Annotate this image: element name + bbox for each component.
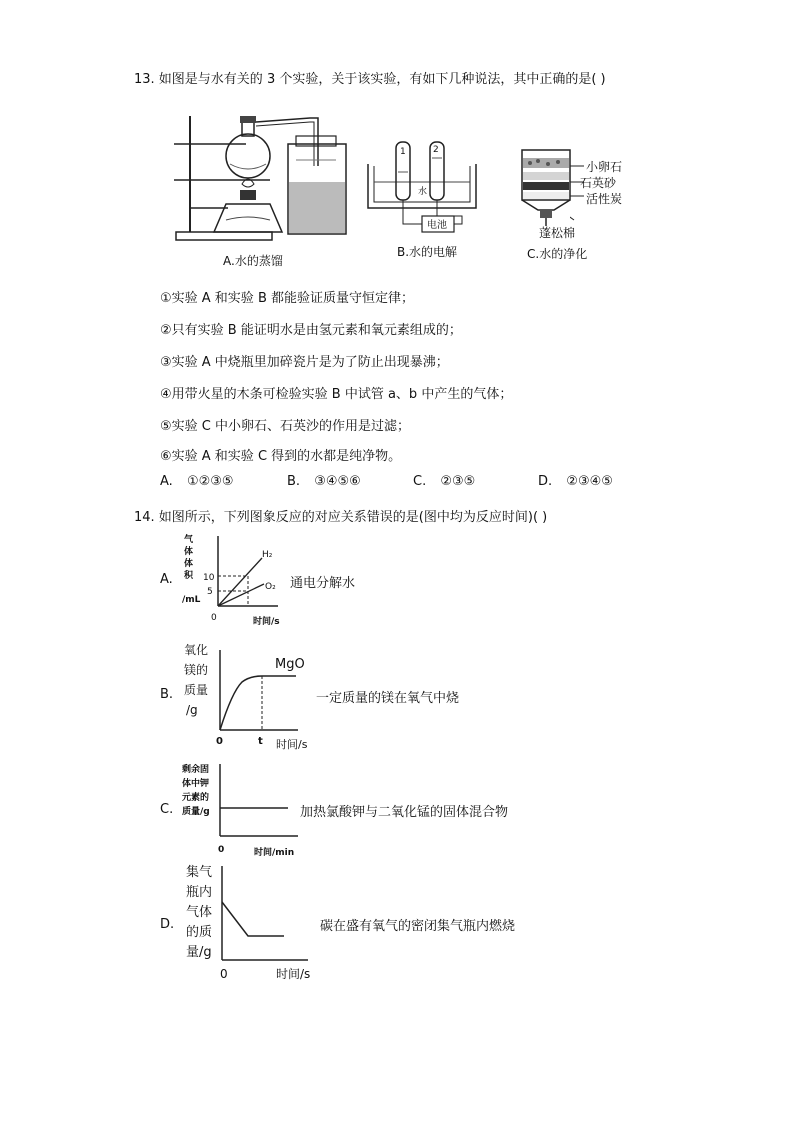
electrolysis-caption: B.水的电解 <box>397 245 458 259</box>
cotton-label: 蓬松棉 <box>539 226 576 240</box>
charcoal-label: 活性炭 <box>586 192 623 206</box>
graph-c-ylabel-2: 体中钾 <box>182 779 210 789</box>
option-a-text: ①②③⑤ <box>186 474 234 489</box>
statement-3: ③实验 A 中烧瓶里加碎瓷片是为了防止出现暴沸； <box>160 355 449 370</box>
graph-c-description: 加热氯酸钾与二氧化锰的固体混合物 <box>300 805 509 820</box>
graph-d-label[interactable]: D. <box>160 917 175 932</box>
graph-d-ylabel-3: 气体 <box>186 905 213 920</box>
q14-stem: 14. 如图所示，下列图象反应的对应关系错误的是(图中均为反应时间)( ) <box>134 510 548 525</box>
option-a[interactable] <box>160 474 234 489</box>
graph-a-ylabel-2: 体 <box>184 547 194 557</box>
purification-caption: C.水的净化 <box>527 247 588 261</box>
graph-d-origin: 0 <box>220 967 228 981</box>
graph-c-xlabel: 时间/min <box>254 848 295 858</box>
option-c-text: ②③⑤ <box>440 474 476 489</box>
electrolysis-figure <box>362 136 482 242</box>
option-d-text: ②③④⑤ <box>566 474 613 489</box>
statement-4: ④用带火星的木条可检验实验 B 中试管 a、b 中产生的气体； <box>160 387 513 402</box>
graph-d-ylabel-2: 瓶内 <box>186 885 213 900</box>
graph-a-h2-label: H₂ <box>262 550 273 560</box>
option-b-label: B. <box>287 474 301 489</box>
graph-a-ytick-10: 10 <box>203 573 215 583</box>
sand-label: 石英砂 <box>580 176 617 190</box>
charcoal-layer <box>523 182 569 190</box>
cotton-layer <box>523 192 569 199</box>
water-label: 水 <box>418 187 428 197</box>
pebble-label: 小卵石 <box>586 160 623 174</box>
graph-c-ylabel-3: 元素的 <box>182 793 210 803</box>
option-b[interactable] <box>287 474 361 489</box>
graph-b-origin: 0 <box>216 736 223 747</box>
graph-a-ylabel-1: 气 <box>184 535 194 545</box>
tube-2-label: 2 <box>433 145 439 155</box>
statement-2: ②只有实验 B 能证明水是由氢元素和氧元素组成的； <box>160 323 462 338</box>
graph-a-ylabel-3: 体 <box>184 559 194 569</box>
graph-a-o2-label: O₂ <box>265 582 276 592</box>
graph-d <box>184 860 334 984</box>
graph-b-ylabel-3: 质量 <box>184 683 209 697</box>
graph-a-ylabel-5: /mL <box>182 595 201 605</box>
tube-1-label: 1 <box>400 147 406 157</box>
graph-b-ylabel-4: /g <box>186 703 198 717</box>
graph-a-h2-line <box>218 558 262 606</box>
option-c-label: C. <box>413 474 427 489</box>
graph-d-ylabel-5: 量/g <box>186 945 212 960</box>
option-d-label: D. <box>538 474 553 489</box>
distillation-figure <box>170 108 360 248</box>
graph-d-ylabel-4: 的质 <box>186 925 213 940</box>
graph-c-origin: 0 <box>218 845 225 855</box>
graph-a-description: 通电分解水 <box>290 576 356 591</box>
graph-b-ylabel-2: 镁的 <box>184 663 209 677</box>
graph-a-o2-line <box>218 584 264 606</box>
graph-d-ylabel-1: 集气 <box>186 865 213 880</box>
graph-b-mgo-curve <box>220 676 296 730</box>
graph-b <box>180 640 320 754</box>
q13-stem: 13. 如图是与水有关的 3 个实验，关于该实验，有如下几种说法，其中正确的是( ) <box>134 72 606 87</box>
graph-a-origin: 0 <box>211 613 217 623</box>
graph-b-mgo-label: MgO <box>275 657 305 672</box>
graph-a <box>178 532 288 628</box>
distillation-caption: A.水的蒸馏 <box>223 254 283 268</box>
statement-5: ⑤实验 C 中小卵石、石英沙的作用是过滤； <box>160 419 410 434</box>
graph-c-ylabel-1: 剩余固 <box>182 765 210 775</box>
graph-b-xlabel: 时间/s <box>276 738 308 751</box>
option-c[interactable] <box>413 474 475 489</box>
graph-a-ylabel-4: 积 <box>184 571 194 581</box>
graph-c <box>178 758 308 862</box>
graph-b-xtick-t: t <box>258 736 263 747</box>
statement-6: ⑥实验 A 和实验 C 得到的水都是纯净物。 <box>160 449 402 464</box>
graph-d-gas-mass-line <box>222 902 284 936</box>
graph-c-ylabel-4: 质量/g <box>182 807 210 817</box>
graph-d-description: 碳在盛有氧气的密闭集气瓶内燃烧 <box>320 919 516 934</box>
statement-1: ①实验 A 和实验 B 都能验证质量守恒定律； <box>160 291 414 306</box>
graph-a-ytick-5: 5 <box>207 587 213 597</box>
graph-b-label[interactable]: B. <box>160 687 174 702</box>
graph-b-description: 一定质量的镁在氧气中烧 <box>316 691 460 706</box>
option-b-text: ③④⑤⑥ <box>314 474 361 489</box>
graph-b-ylabel-1: 氧化 <box>184 643 209 657</box>
option-a-label: A. <box>160 474 173 489</box>
battery-label: 电池 <box>427 220 447 231</box>
graph-a-xlabel: 时间/s <box>253 617 280 627</box>
purification-figure <box>516 146 576 228</box>
option-d[interactable] <box>538 474 613 489</box>
sand-layer <box>523 172 569 180</box>
graph-c-label[interactable]: C. <box>160 802 174 817</box>
graph-a-label[interactable]: A. <box>160 572 173 587</box>
graph-d-xlabel: 时间/s <box>276 967 311 981</box>
